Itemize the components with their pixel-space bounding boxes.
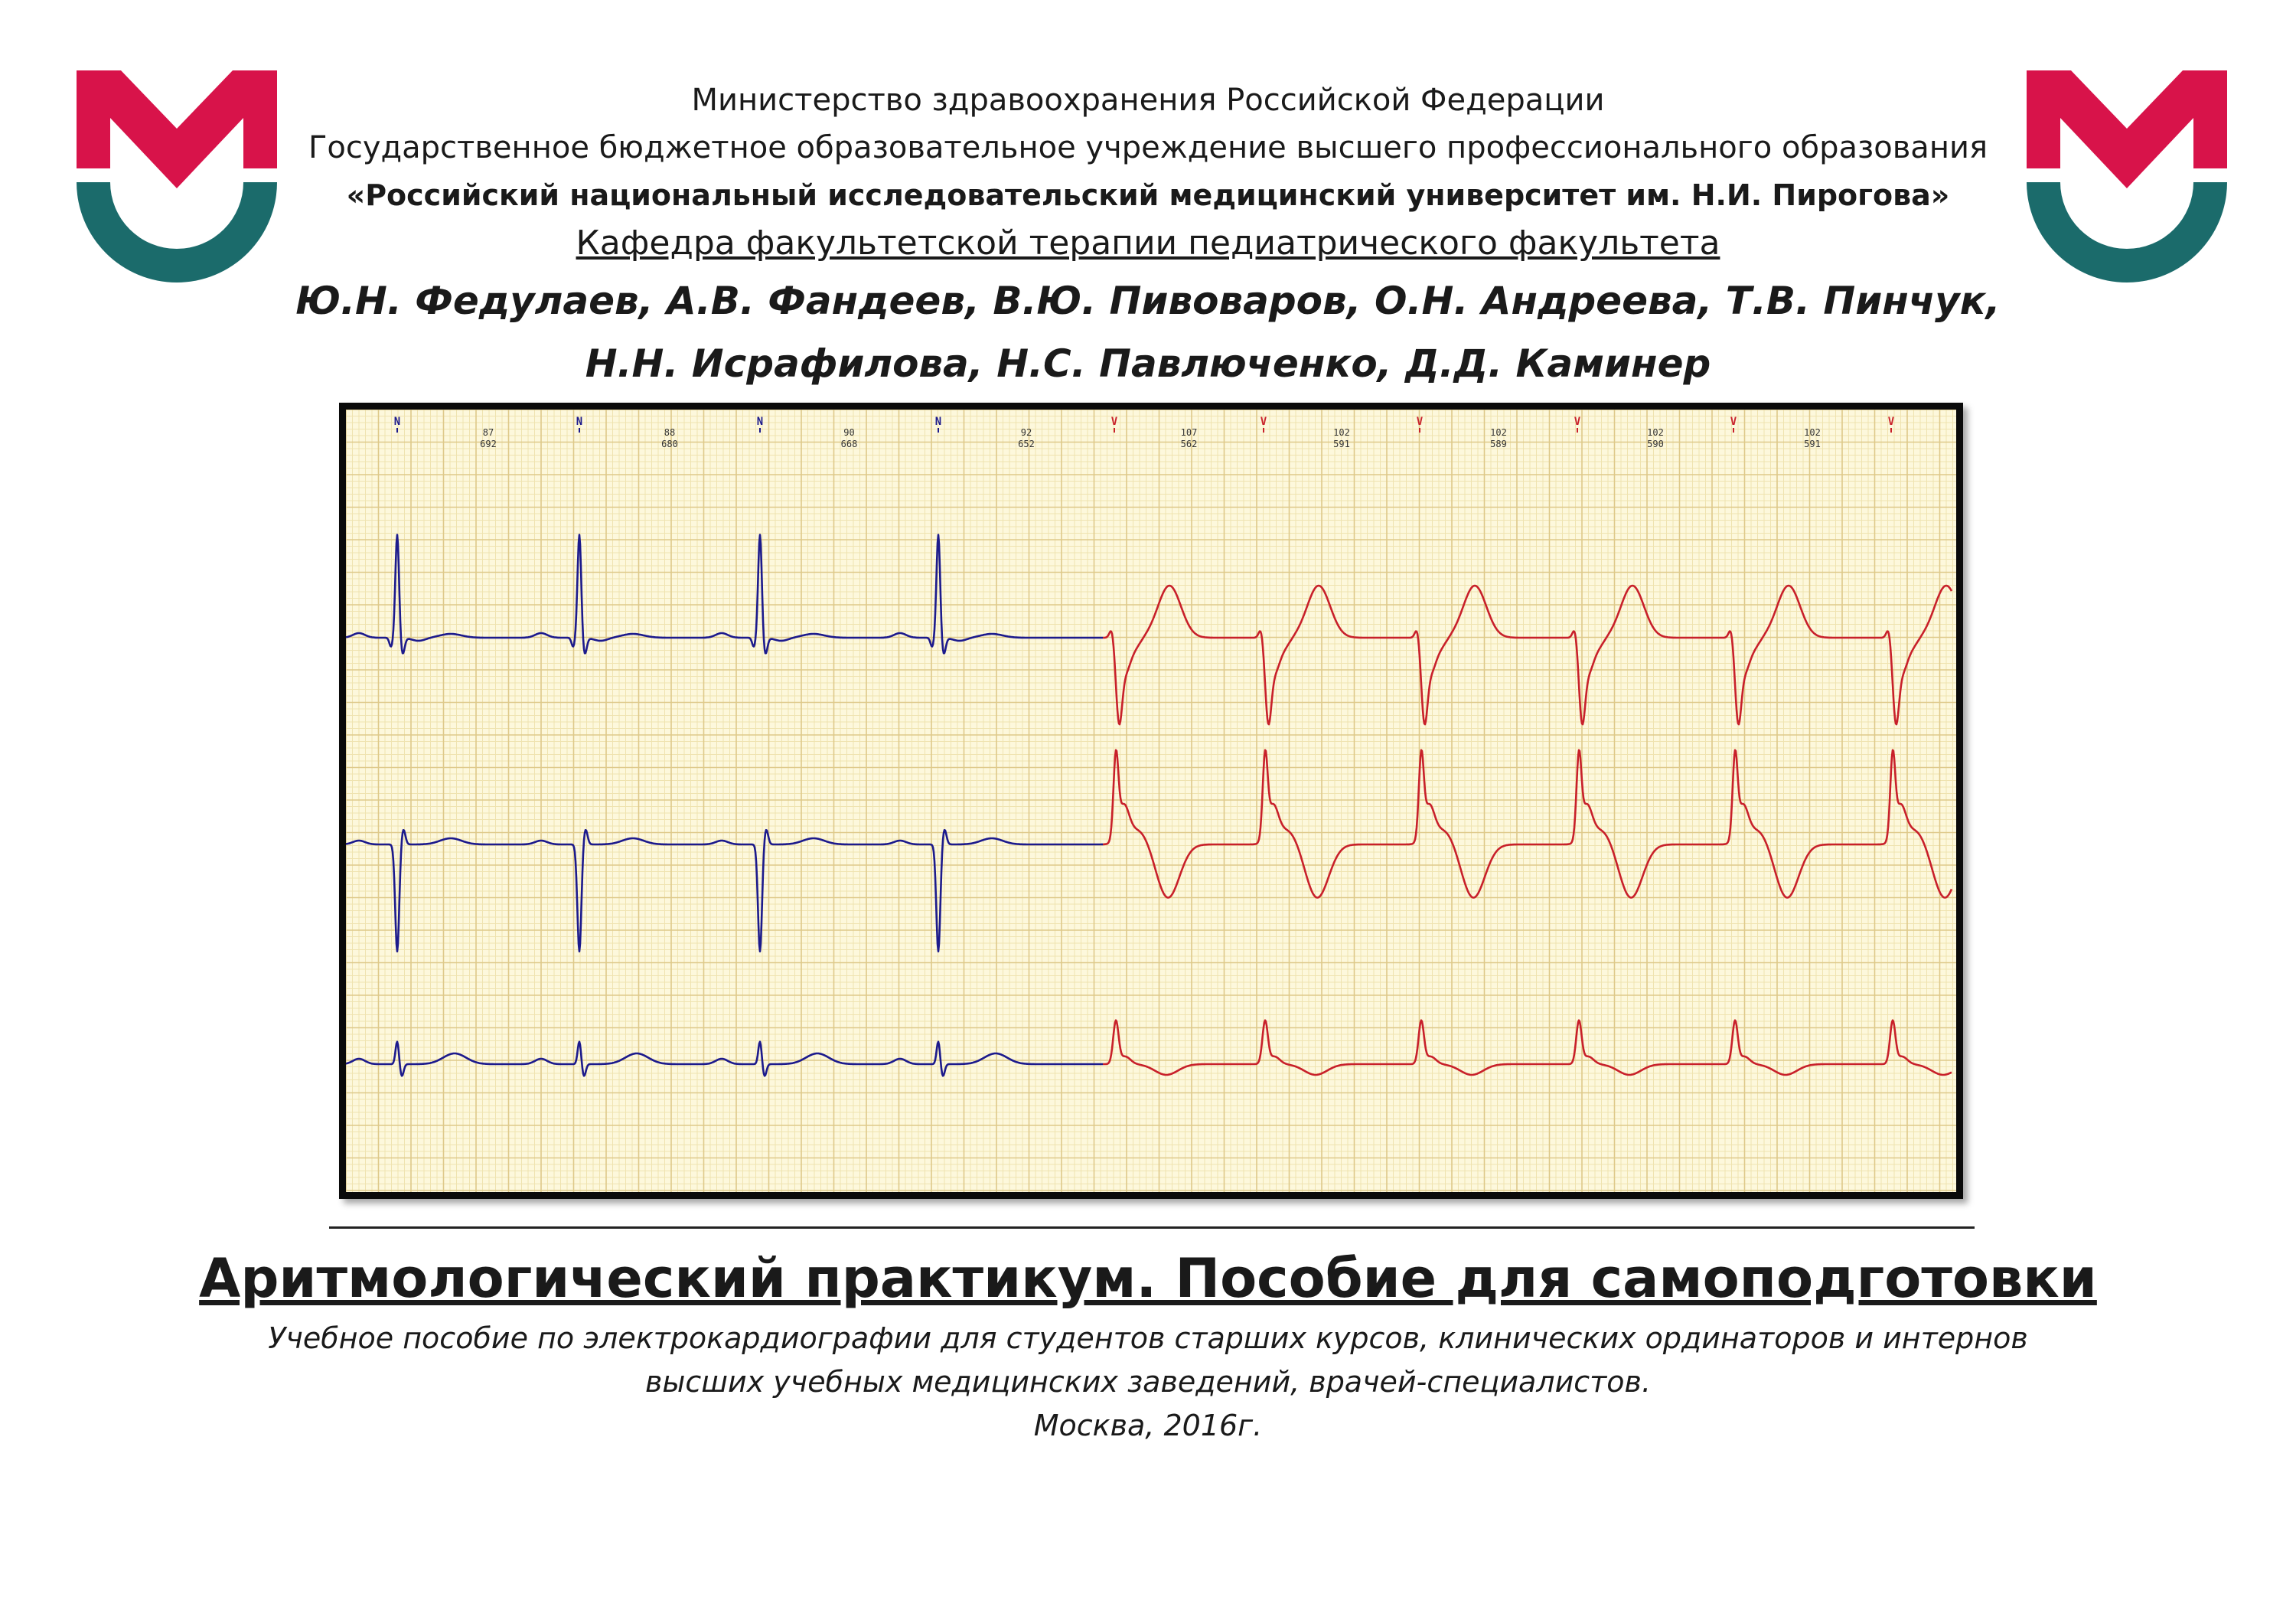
rr-interval-label: 589 (1490, 439, 1507, 449)
heart-rate-label: 107 (1180, 427, 1198, 438)
beat-marker-label: V (1110, 416, 1118, 428)
rr-interval-label: 591 (1333, 439, 1350, 449)
rr-interval-label: 652 (1018, 439, 1035, 449)
rr-interval-label: 668 (840, 439, 858, 449)
department-name: Кафедра факультетской терапии педиатрического факультета (576, 224, 1720, 263)
document-header (230, 77, 2066, 394)
authors-line-2: Н.Н. Исрафилова, Н.С. Павлюченко, Д.Д. Каминер (585, 341, 1711, 386)
rr-interval-label: 692 (480, 439, 497, 449)
authors-line-1: Ю.Н. Федулаев, А.В. Фандеев, В.Ю. Пивоваров, О.Н. Андреева, Т.В. Пинчук, (295, 279, 2001, 323)
institution-name: Государственное бюджетное образовательное учреждение высшего профессионального образования (308, 130, 1988, 165)
heart-rate-label: 88 (664, 427, 676, 438)
heart-rate-label: 102 (1490, 427, 1507, 438)
ecg-lead-1-ventricular-trace (1103, 586, 1952, 724)
ecg-tracing (346, 410, 1956, 1192)
document-title: Аритмологический практикум. Пособие для самоподготовки (199, 1247, 2097, 1310)
beat-marker-label: V (1887, 416, 1895, 428)
subtitle-line-1: Учебное пособие по электрокардиографии для студентов старших курсов, клинических ординаторов и интернов (268, 1321, 2028, 1355)
beat-marker-label: V (1730, 416, 1737, 428)
rr-interval-label: 680 (661, 439, 678, 449)
heart-rate-label: 90 (843, 427, 855, 438)
beat-marker-label: N (756, 416, 764, 428)
rr-interval-label: 590 (1647, 439, 1664, 449)
ministry-name: Министерство здравоохранения Российской Федерации (691, 83, 1605, 118)
beat-marker-label: V (1416, 416, 1424, 428)
document-subtitle (153, 1317, 2143, 1448)
beat-marker-label: N (576, 416, 583, 428)
heart-rate-label: 102 (1647, 427, 1664, 438)
beat-marker-label: V (1260, 416, 1267, 428)
beat-marker-label: N (393, 416, 401, 428)
ecg-grid-minor (346, 410, 1956, 1192)
publication-place-date: Москва, 2016г. (1033, 1409, 1263, 1442)
ecg-strip (339, 403, 1963, 1199)
university-name: «Российский национальный исследовательский медицинский университет им. Н.И. Пирогова» (346, 178, 1950, 212)
subtitle-line-2: высших учебных медицинских заведений, врачей-специалистов. (644, 1365, 1652, 1399)
ecg-lead-2-ventricular-trace (1103, 750, 1952, 898)
heart-rate-label: 102 (1804, 427, 1821, 438)
rr-interval-label: 562 (1180, 439, 1198, 449)
heart-rate-label: 92 (1020, 427, 1032, 438)
heart-rate-label: 102 (1333, 427, 1350, 438)
divider-line (329, 1226, 1975, 1229)
beat-marker-label: N (934, 416, 942, 428)
beat-marker-label: V (1574, 416, 1581, 428)
rr-interval-label: 591 (1804, 439, 1821, 449)
ecg-lead-3-normal-trace (346, 1042, 1103, 1076)
heart-rate-label: 87 (482, 427, 494, 438)
